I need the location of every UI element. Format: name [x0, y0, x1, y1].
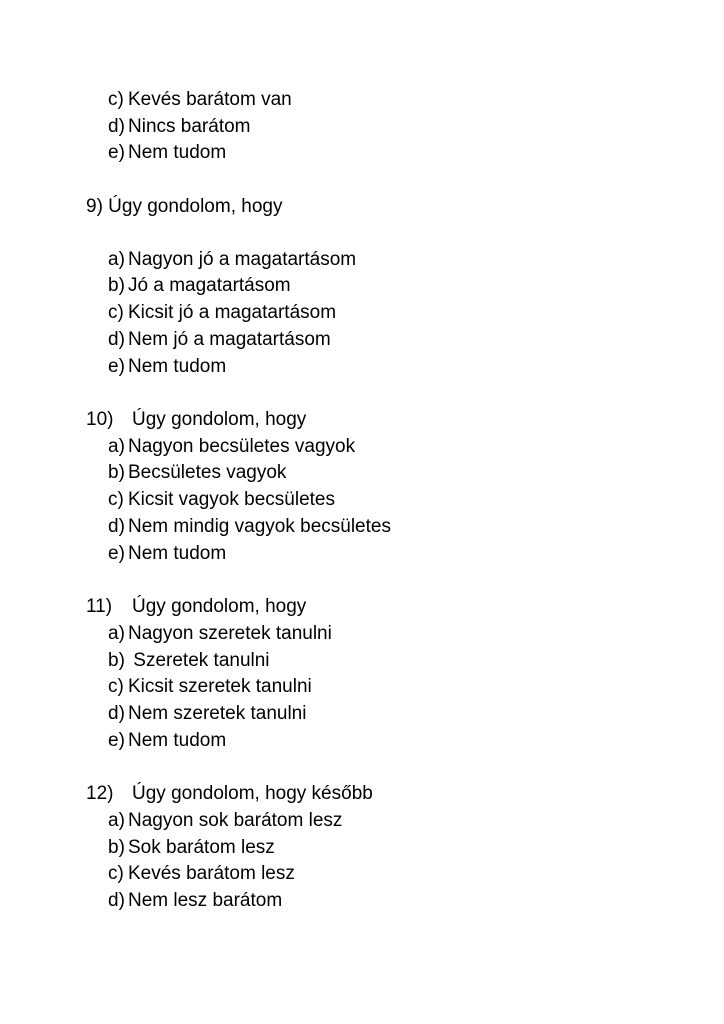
q9-option-d: d) Nem jó a magatartásom — [108, 329, 331, 350]
question-11: 11) Úgy gondolom, hogy — [86, 596, 307, 617]
q9-option-b: b) Jó a magatartásom — [108, 275, 291, 296]
question-9: 9) Úgy gondolom, hogy — [86, 196, 283, 217]
q11-option-c: c) Kicsit szeretek tanulni — [108, 676, 312, 697]
q10-option-b: b) Becsületes vagyok — [108, 462, 287, 483]
q10-option-d: d) Nem mindig vagyok becsületes — [108, 516, 391, 537]
q10-option-e: e) Nem tudom — [108, 543, 227, 564]
q9-option-e: e) Nem tudom — [108, 356, 227, 377]
question-12: 12) Úgy gondolom, hogy később — [86, 783, 373, 804]
q9-option-a: a) Nagyon jó a magatartásom — [108, 249, 357, 270]
q11-option-e: e) Nem tudom — [108, 730, 227, 751]
q9-option-c: c) Kicsit jó a magatartásom — [108, 302, 337, 323]
q12-option-a: a) Nagyon sok barátom lesz — [108, 810, 343, 831]
q12-option-c: c) Kevés barátom lesz — [108, 863, 295, 884]
q11-option-b: b) Szeretek tanulni — [108, 650, 270, 671]
q11-option-a: a) Nagyon szeretek tanulni — [108, 623, 332, 644]
q12-option-b: b) Sok barátom lesz — [108, 837, 275, 858]
option-e: e) Nem tudom — [108, 142, 227, 163]
option-d: d) Nincs barátom — [108, 116, 251, 137]
question-10: 10) Úgy gondolom, hogy — [86, 409, 307, 430]
q10-option-c: c) Kicsit vagyok becsületes — [108, 489, 335, 510]
q12-option-d: d) Nem lesz barátom — [108, 890, 283, 911]
q11-option-d: d) Nem szeretek tanulni — [108, 703, 307, 724]
option-c: c) Kevés barátom van — [108, 89, 292, 110]
q10-option-a: a) Nagyon becsületes vagyok — [108, 436, 356, 457]
